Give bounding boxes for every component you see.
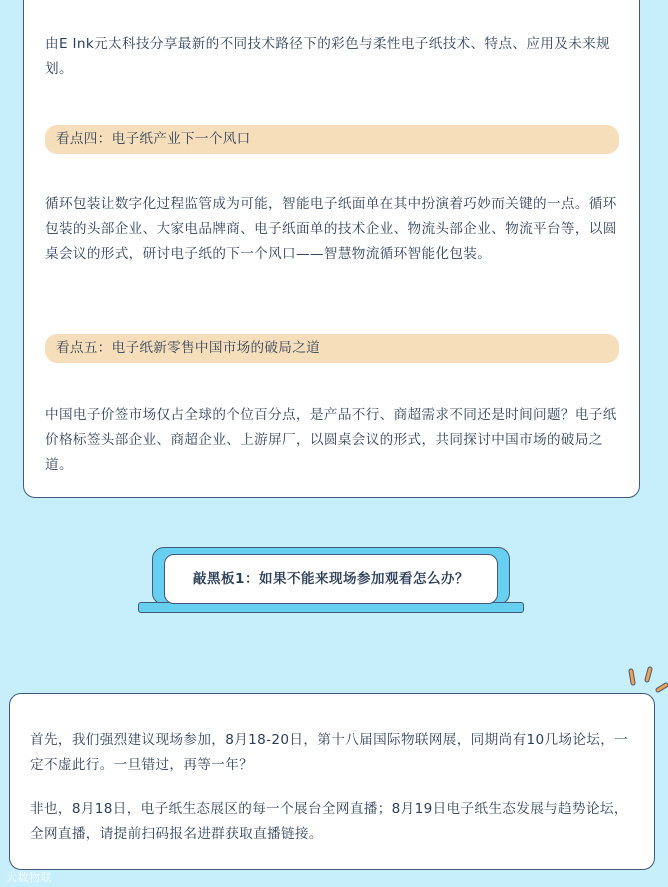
watermark-logo: 大数物联 <box>6 871 52 884</box>
banner-title: 敲黑板1：如果不能来现场参加观看怎么办？ <box>164 554 498 604</box>
bottom-paragraph-2: 非也，8月18日，电子纸生态展区的每一个展台全网直播；8月19日电子纸生态发展与趋势论坛，全网直播，请提前扫码报名进群获取直播链接。 <box>30 801 628 842</box>
highlight-4-paragraph: 循环包装让数字化过程监管成为可能，智能电子纸面单在其中扮演着巧妙而关键的一点。循环包装的头部企业、大家电品牌商、电子纸面单的技术企业、物流头部企业、物流平台等，以圆桌会议的形式，研讨电子纸的下一个风口——智慧物流循环智能化包装。 <box>45 196 617 262</box>
highlight-5-title: 看点五：电子纸新零售中国市场的破局之道 <box>45 334 619 363</box>
highlight-4-title: 看点四：电子纸产业下一个风口 <box>45 125 619 154</box>
chalkboard-banner <box>138 547 524 617</box>
sparkle-decoration-icon <box>620 663 668 697</box>
highlight-5-paragraph: 中国电子价签市场仅占全球的个位百分点，是产品不行、商超需求不同还是时间问题？电子纸价格标签头部企业、商超企业、上游屏厂，以圆桌会议的形式，共同探讨中国市场的破局之道。 <box>45 407 617 473</box>
intro-paragraph: 由E Ink元太科技分享最新的不同技术路径下的彩色与柔性电子纸技术、特点、应用及未来规划。 <box>45 36 611 77</box>
bottom-paragraph-1: 首先，我们强烈建议现场参加，8月18-20日，第十八届国际物联网展，同期尚有10几场论坛，一定不虚此行。一旦错过，再等一年？ <box>30 732 629 773</box>
